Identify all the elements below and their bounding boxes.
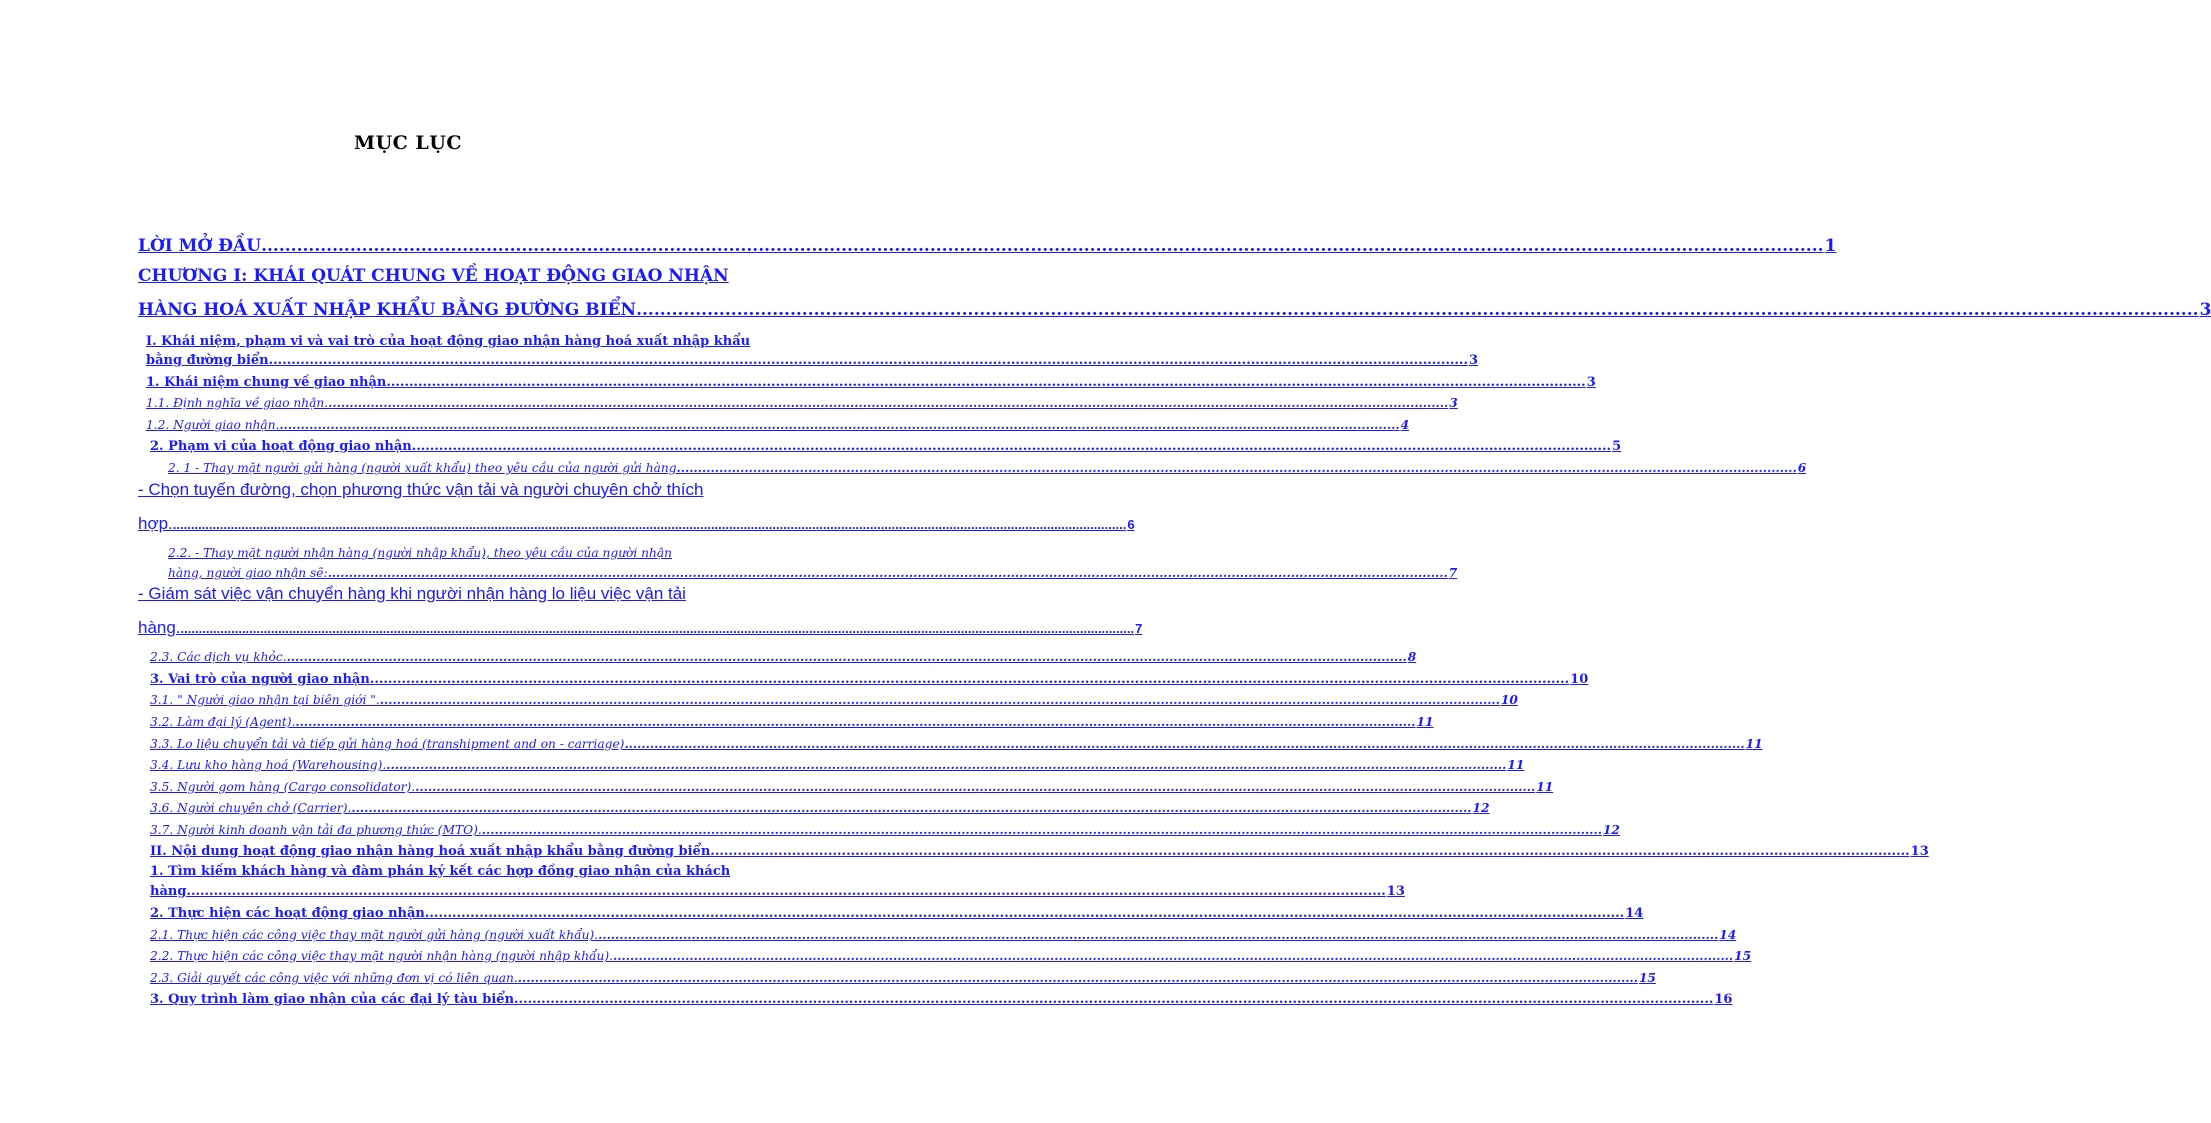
toc-entry-label: 2.2. Thực hiện các công việc thay mặt người nhận hàng (người nhập khẩu). — [150, 949, 614, 963]
toc-leader — [415, 780, 1535, 794]
toc-entry-2-2-line2[interactable] — [168, 566, 1458, 580]
toc-page-number: 10 — [1500, 693, 1518, 707]
toc-leader — [295, 715, 1415, 729]
toc-page-number: 3 — [1449, 396, 1458, 410]
toc-leader — [636, 300, 2198, 320]
toc-entry-chon-tuyen-line2[interactable] — [138, 514, 1135, 534]
toc-leader — [715, 844, 1910, 859]
toc-leader — [613, 949, 1733, 963]
toc-entry-3-2[interactable] — [150, 715, 1434, 729]
toc-page-number: 15 — [1638, 971, 1656, 985]
toc-entry-loi-mo-dau[interactable] — [138, 236, 1837, 256]
toc-entry-chon-tuyen-line1[interactable]: - Chọn tuyến đường, chọn phương thức vận tải và người chuyên chở thích — [138, 480, 704, 499]
toc-leader — [191, 884, 1386, 899]
toc-entry-section-i-line2[interactable] — [146, 353, 1479, 368]
toc-leader — [351, 801, 1471, 815]
toc-page-number: 11 — [1416, 715, 1434, 729]
toc-entry-label: LỜI MỞ ĐẦU — [138, 236, 262, 256]
toc-entry-ii-2-2[interactable] — [150, 949, 1752, 963]
toc-leader — [173, 517, 1127, 532]
toc-leader — [416, 439, 1611, 454]
toc-page-number: 14 — [1719, 928, 1737, 942]
toc-entry-section-i-line1[interactable]: I. Khái niệm, phạm vi và vai trò của hoạt động giao nhận hàng hoá xuất nhập khẩu — [146, 334, 751, 349]
toc-page-number: 13 — [1386, 884, 1405, 899]
toc-entry-3-7[interactable] — [150, 823, 1620, 837]
toc-page-number: 12 — [1602, 823, 1620, 837]
toc-page-number: 1 — [1824, 236, 1837, 256]
toc-entry-label: 2.3. Các dịch vụ khỏc. — [150, 650, 287, 664]
toc-leader — [261, 236, 1823, 256]
toc-entry-label: 2.1. Thực hiện các công việc thay mặt người gửi hàng (người xuất khẩu). — [150, 928, 599, 942]
toc-entry-label: 3. Vai trò của người giao nhận. — [150, 672, 375, 687]
toc-entry-label: bằng đường biển. — [146, 353, 274, 368]
toc-leader — [429, 906, 1624, 921]
toc-entry-giam-sat-line1[interactable]: - Giám sát việc vận chuyển hàng khi người nhận hàng lo liệu việc vận tải — [138, 584, 686, 603]
toc-entry-label: 3.4. Lưu kho hàng hoá (Warehousing). — [150, 758, 387, 772]
toc-entry-label: 3.6. Người chuyên chở (Carrier). — [150, 801, 352, 815]
toc-page-number: 3 — [1468, 353, 1479, 368]
toc-leader — [598, 928, 1718, 942]
toc-entry-section-ii[interactable] — [150, 844, 1929, 859]
toc-leader — [391, 375, 1586, 390]
toc-entry-2-1[interactable] — [168, 461, 1807, 475]
toc-leader — [624, 737, 1744, 751]
toc-leader — [279, 418, 1399, 432]
toc-leader — [386, 758, 1506, 772]
toc-leader — [273, 353, 1468, 368]
toc-page-number: 10 — [1570, 672, 1589, 687]
page-title: MỤC LỤC — [354, 132, 462, 154]
toc-entry-label: 3.1. " Người giao nhận tại biên giới ". — [150, 693, 380, 707]
toc-leader — [380, 693, 1500, 707]
toc-entry-3-3[interactable] — [150, 737, 1763, 751]
toc-page-number: 11 — [1745, 737, 1763, 751]
toc-entry-1-1[interactable] — [146, 396, 1458, 410]
toc-page-number: 6 — [1797, 461, 1807, 475]
toc-entry-label: 1. Khái niệm chung về giao nhận. — [146, 375, 391, 390]
toc-entry-ii-2-1[interactable] — [150, 928, 1737, 942]
toc-entry-label: 3.3. Lo liệu chuyển tải và tiếp gửi hàng hoá (transhipment and on - carriage) — [150, 737, 625, 751]
toc-entry-giam-sat-line2[interactable] — [138, 618, 1143, 638]
toc-entry-ii-2[interactable] — [150, 906, 1644, 921]
toc-entry-label: HÀNG HOÁ XUẤT NHẬP KHẨU BẰNG ĐƯỜNG BIỂN — [138, 300, 637, 320]
toc-entry-1[interactable] — [146, 375, 1596, 390]
toc-page-number: 6 — [1127, 517, 1135, 532]
toc-page-number: 14 — [1625, 906, 1644, 921]
toc-entry-label: hợp. — [138, 514, 173, 533]
toc-entry-label: 3.5. Người gom hàng (Cargo consolidator). — [150, 780, 416, 794]
toc-entry-label: 2. Thực hiện các hoạt động giao nhận. — [150, 906, 430, 921]
toc-entry-label: 2. 1 - Thay mặt người gửi hàng (người xuất khẩu) theo yêu cầu của người gửi hàng — [168, 461, 677, 475]
toc-entry-label: 1.1. Định nghĩa về giao nhận. — [146, 396, 329, 410]
toc-leader — [181, 621, 1135, 636]
toc-entry-label: 3.2. Làm đại lý (Agent). — [150, 715, 296, 729]
toc-entry-label: hàng. — [138, 618, 181, 637]
toc-entry-2-2-line1[interactable]: 2.2. - Thay mặt người nhận hàng (người nhập khẩu), theo yêu cầu của người nhận — [168, 546, 672, 560]
toc-leader — [482, 823, 1602, 837]
toc-entry-1-2[interactable] — [146, 418, 1410, 432]
toc-leader — [519, 992, 1714, 1007]
toc-entry-chuong-1-line2[interactable] — [138, 300, 2211, 320]
toc-entry-label: 2.3. Giải quyết các công việc với những đơn vị có liên quan. — [150, 971, 518, 985]
toc-entry-ii-1-line2[interactable] — [150, 884, 1405, 899]
toc-page-number: 3 — [1586, 375, 1596, 390]
toc-entry-label: II. Nội dung hoạt động giao nhận hàng hoá xuất nhập khẩu bằng đường biển. — [150, 844, 715, 859]
toc-page-number: 11 — [1536, 780, 1554, 794]
toc-entry-3-6[interactable] — [150, 801, 1490, 815]
toc-leader — [328, 396, 1448, 410]
toc-entry-3[interactable] — [150, 672, 1589, 687]
toc-leader — [677, 461, 1797, 475]
toc-entry-ii-2-3[interactable] — [150, 971, 1656, 985]
toc-entry-3-5[interactable] — [150, 780, 1554, 794]
toc-entry-3-4[interactable] — [150, 758, 1525, 772]
toc-entry-label: 2. Phạm vi của hoạt động giao nhận. — [150, 439, 417, 454]
toc-entry-2-3[interactable] — [150, 650, 1417, 664]
toc-page-number: 4 — [1400, 418, 1410, 432]
toc-entry-3-1[interactable] — [150, 693, 1518, 707]
toc-entry-label: 3.7. Người kinh doanh vận tải đa phương thức (MTO). — [150, 823, 482, 837]
toc-page-number: 7 — [1448, 566, 1458, 580]
toc-entry-label: hàng. — [150, 884, 191, 899]
toc-entry-label: hàng, người giao nhận sẽ: — [168, 566, 328, 580]
toc-leader — [287, 650, 1407, 664]
toc-entry-chuong-1-line1[interactable]: CHƯƠNG I: KHÁI QUÁT CHUNG VỀ HOẠT ĐỘNG GIAO NHẬN — [138, 266, 729, 286]
toc-page-number: 11 — [1507, 758, 1525, 772]
toc-leader — [374, 672, 1569, 687]
toc-page-number: 12 — [1472, 801, 1490, 815]
toc-page-number: 15 — [1734, 949, 1752, 963]
toc-page-number: 13 — [1910, 844, 1929, 859]
toc-page-number: 8 — [1407, 650, 1417, 664]
toc-entry-label: 1.2. Người giao nhận. — [146, 418, 280, 432]
toc-entry-ii-3[interactable] — [150, 992, 1733, 1007]
toc-page-number: 5 — [1612, 439, 1622, 454]
toc-page-number: 16 — [1714, 992, 1733, 1007]
toc-entry-ii-1-line1[interactable]: 1. Tìm kiếm khách hàng và đàm phán ký kết các hợp đồng giao nhận của khách — [150, 864, 731, 879]
toc-entry-2[interactable] — [150, 439, 1622, 454]
toc-leader — [518, 971, 1638, 985]
toc-leader — [328, 566, 1448, 580]
toc-page-number: 7 — [1135, 621, 1143, 636]
toc-page-number: 3 — [2199, 300, 2211, 320]
toc-entry-label: 3. Quy trình làm giao nhận của các đại lý tàu biển. — [150, 992, 519, 1007]
